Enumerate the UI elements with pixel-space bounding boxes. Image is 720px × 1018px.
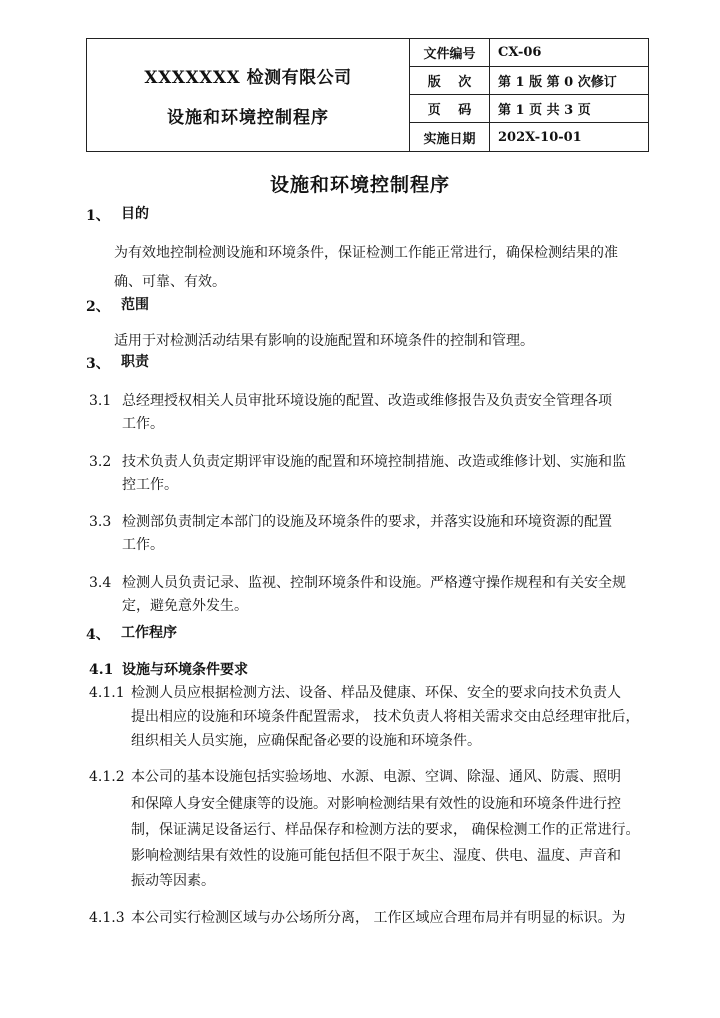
item-line: 影响检测结果有效性的设施可能包括但不限于灰尘、湿度、供电、温度、声音和 (131, 848, 621, 864)
document-title: 设施和环境控制程序 (269, 174, 450, 196)
item-line: 检测人员应根据检测方法、设备、样品及健康、环保、安全的要求向技术负责人 (131, 685, 621, 701)
section-heading: 目的 (121, 206, 149, 222)
header-key: 版 次 (410, 67, 490, 94)
header-key: 页 码 (410, 95, 490, 122)
item-number: 3.3 (89, 514, 112, 530)
item-line: 和保障人身安全健康等的设施。对影响检测结果有效性的设施和环境条件进行控 (131, 796, 621, 812)
header-key: 实施日期 (410, 123, 490, 151)
item-line: 制，保证满足设备运行、样品保存和检测方法的要求， 确保检测工作的正常进行。 (131, 822, 640, 838)
section-heading: 职责 (121, 354, 149, 370)
company-name: XXXXXXX 检测有限公司 (144, 68, 352, 88)
header-value: 第 1 页 共 3 页 (498, 103, 591, 118)
item-line: 控工作。 (122, 477, 178, 493)
item-line: 总经理授权相关人员审批环境设施的配置、改造或维修报告及负责安全管理各项 (122, 393, 612, 409)
item-number: 3.4 (89, 575, 112, 591)
section-heading: 工作程序 (121, 625, 177, 641)
header-value: 第 1 版 第 0 次修订 (498, 75, 617, 90)
section-number: 3、 (86, 356, 110, 372)
subsection-number: 4.1 (89, 662, 114, 678)
item-line: 工作。 (122, 537, 164, 553)
item-number: 3.2 (89, 454, 112, 470)
section-number: 2、 (86, 299, 110, 315)
item-line: 工作。 (122, 416, 164, 432)
header-row-version (410, 67, 648, 95)
document-header-table (86, 38, 649, 152)
header-value: 202X-10-01 (498, 129, 582, 145)
paragraph-line: 为有效地控制检测设施和环境条件，保证检测工作能正常进行，确保检测结果的准 (114, 245, 618, 261)
header-row-effective-date (410, 123, 648, 151)
item-line: 组织相关人员实施，应确保配备必要的设施和环境条件。 (131, 733, 481, 749)
header-row-page (410, 95, 648, 123)
procedure-name: 设施和环境控制程序 (167, 108, 329, 128)
header-row-file-number (410, 39, 648, 67)
item-number: 4.1.3 (89, 910, 125, 926)
item-line: 定，避免意外发生。 (122, 598, 248, 614)
item-line: 检测部负责制定本部门的设施及环境条件的要求，并落实设施和环境资源的配置 (122, 514, 612, 530)
item-number: 4.1.2 (89, 769, 125, 785)
header-key: 文件编号 (410, 39, 490, 66)
item-line: 振动等因素。 (131, 873, 215, 889)
header-value: CX-06 (498, 45, 542, 60)
paragraph-line: 适用于对检测活动结果有影响的设施配置和环境条件的控制和管理。 (114, 333, 534, 349)
section-heading: 范围 (121, 297, 149, 313)
section-number: 4、 (86, 627, 110, 643)
item-number: 4.1.1 (89, 685, 125, 701)
header-title-cell (87, 39, 410, 151)
item-line: 本公司实行检测区域与办公场所分离， 工作区域应合理布局并有明显的标识。为 (131, 910, 626, 926)
item-line: 检测人员负责记录、监视、控制环境条件和设施。严格遵守操作规程和有关安全规 (122, 575, 626, 591)
item-line: 技术负责人负责定期评审设施的配置和环境控制措施、改造或维修计划、实施和监 (122, 454, 626, 470)
section-number: 1、 (86, 208, 110, 224)
item-line: 提出相应的设施和环境条件配置需求， 技术负责人将相关需求交由总经理审批后， (131, 709, 640, 725)
item-line: 本公司的基本设施包括实验场地、水源、电源、空调、除湿、通风、防震、照明 (131, 769, 621, 785)
item-number: 3.1 (89, 393, 112, 409)
paragraph-line: 确、可靠、有效。 (114, 274, 226, 290)
subsection-heading: 设施与环境条件要求 (122, 662, 248, 678)
